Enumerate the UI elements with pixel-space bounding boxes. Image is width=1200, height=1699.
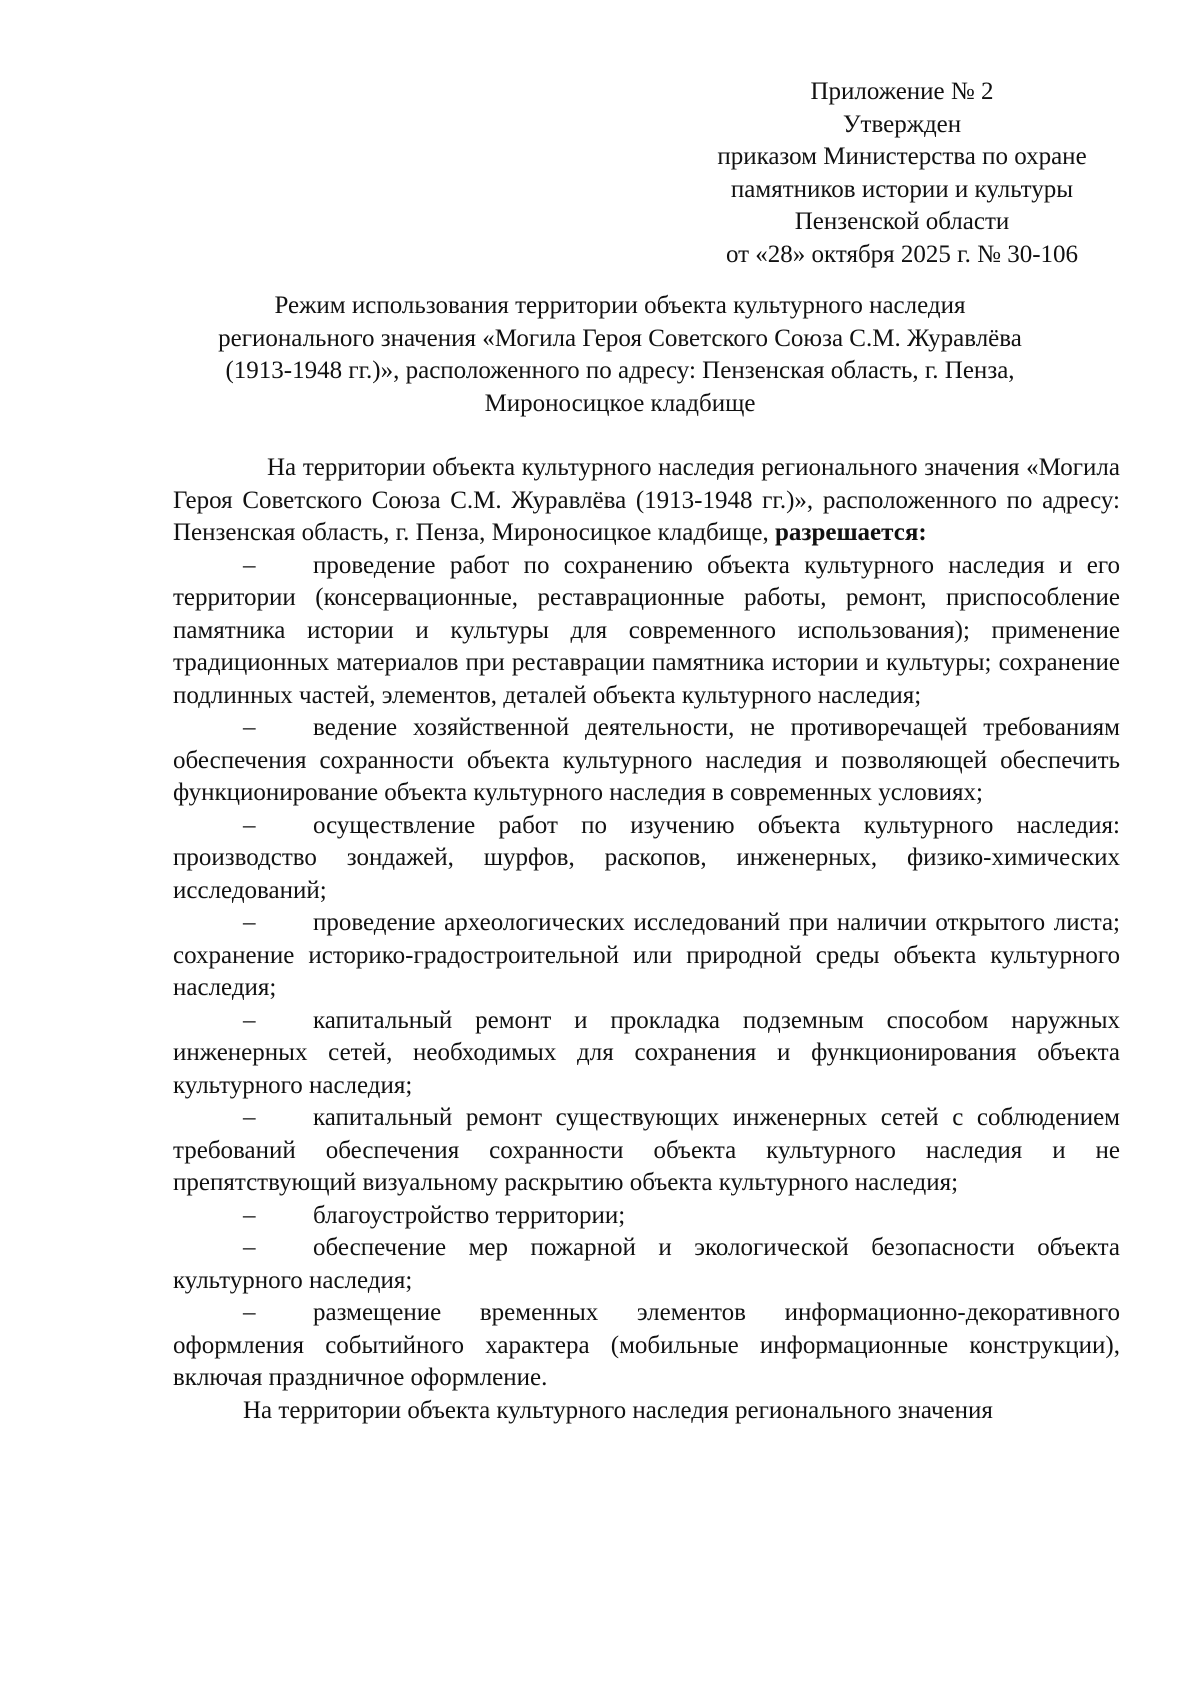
list-item-text: проведение работ по сохранению объекта культурного наследия и его территории (консервационные, реставрационные работы, ремонт, приспособление памятника истории и культуры для современного использования); применение традиционных материалов при реставрации памятника истории и культуры; сохранение подлинных частей, элементов, деталей объекта культурного наследия; [173,551,1120,709]
approval-line-appendix: Приложение № 2 [810,78,994,105]
approval-line-monuments: памятников истории и культуры [730,175,1074,203]
list-item-text: проведение археологических исследований при наличии открытого листа; сохранение историко-градостроительной или природной среды объекта культурного наследия; [173,909,1120,1001]
document-title [160,290,1080,420]
list-item [173,1232,1120,1297]
list-item [173,1200,1120,1233]
list-item [173,550,1120,713]
approval-line-order: приказом Министерства по охране [717,143,1087,170]
approval-line-region: Пензенской области [794,208,1010,235]
dash-marker: – [243,811,256,839]
dash-marker: – [243,1006,256,1034]
list-item [173,810,1120,908]
dash-marker: – [243,1234,256,1261]
list-item-text: обеспечение мер пожарной и экологической безопасности объекта культурного наследия; [173,1234,1120,1294]
list-item [173,1005,1120,1103]
approval-block [677,76,1127,271]
document-body [173,452,1120,1427]
title-line: (1913-1948 гг.)», расположенного по адресу: Пензенская область, г. Пенза, [225,357,1015,384]
list-item-text: капитальный ремонт существующих инженерных сетей с соблюдением требований обеспечения сохранности объекта культурного наследия и не препятствующий визуальному раскрытию объекта культурного наследия; [173,1104,1120,1196]
title-line: регионального значения «Могила Героя Советского Союза С.М. Журавлёва [218,324,1022,352]
intro-text: На территории объекта культурного наследия регионального значения «Могила Героя Советского Союза С.М. Журавлёва (1913-1948 гг.)», расположенного по адресу: Пензенская область, г. Пенза, Мироносицкое кладбище, [173,454,1120,546]
intro-bold-word: разрешается: [775,519,927,546]
dash-marker: – [243,1104,256,1131]
dash-marker: – [243,551,256,579]
title-line: Режим использования территории объекта культурного наследия [274,292,966,319]
list-item [173,1102,1120,1200]
title-line: Мироносицкое кладбище [484,389,756,417]
list-item-text: благоустройство территории; [313,1201,626,1229]
list-item [173,907,1120,1005]
dash-marker: – [243,1299,256,1326]
dash-marker: – [243,714,256,741]
list-item-text: капитальный ремонт и прокладка подземным способом наружных инженерных сетей, необходимых для сохранения и функционирования объекта культурного наследия; [173,1006,1120,1099]
list-item-text: осуществление работ по изучению объекта культурного наследия: производство зондажей, шурфов, раскопов, инженерных, физико-химических исследований; [173,811,1120,904]
list-item-text: ведение хозяйственной деятельности, не противоречащей требованиям обеспечения сохранности объекта культурного наследия и позволяющей обеспечить функционирование объекта культурного наследия в современных условиях; [173,714,1120,806]
dash-marker: – [243,1201,256,1229]
list-item [173,1297,1120,1395]
approval-line-approved: Утвержден [842,110,962,138]
dash-marker: – [243,909,256,936]
final-paragraph [173,1395,1120,1428]
list-item [173,712,1120,810]
final-text: На территории объекта культурного наследия регионального значения [243,1396,993,1424]
list-item-text: размещение временных элементов информационно-декоративного оформления событийного характера (мобильные информационные конструкции), включая праздничное оформление. [173,1299,1120,1391]
approval-line-date-number: от «28» октября 2025 г. № 30-106 [725,240,1079,268]
intro-paragraph [173,452,1120,550]
